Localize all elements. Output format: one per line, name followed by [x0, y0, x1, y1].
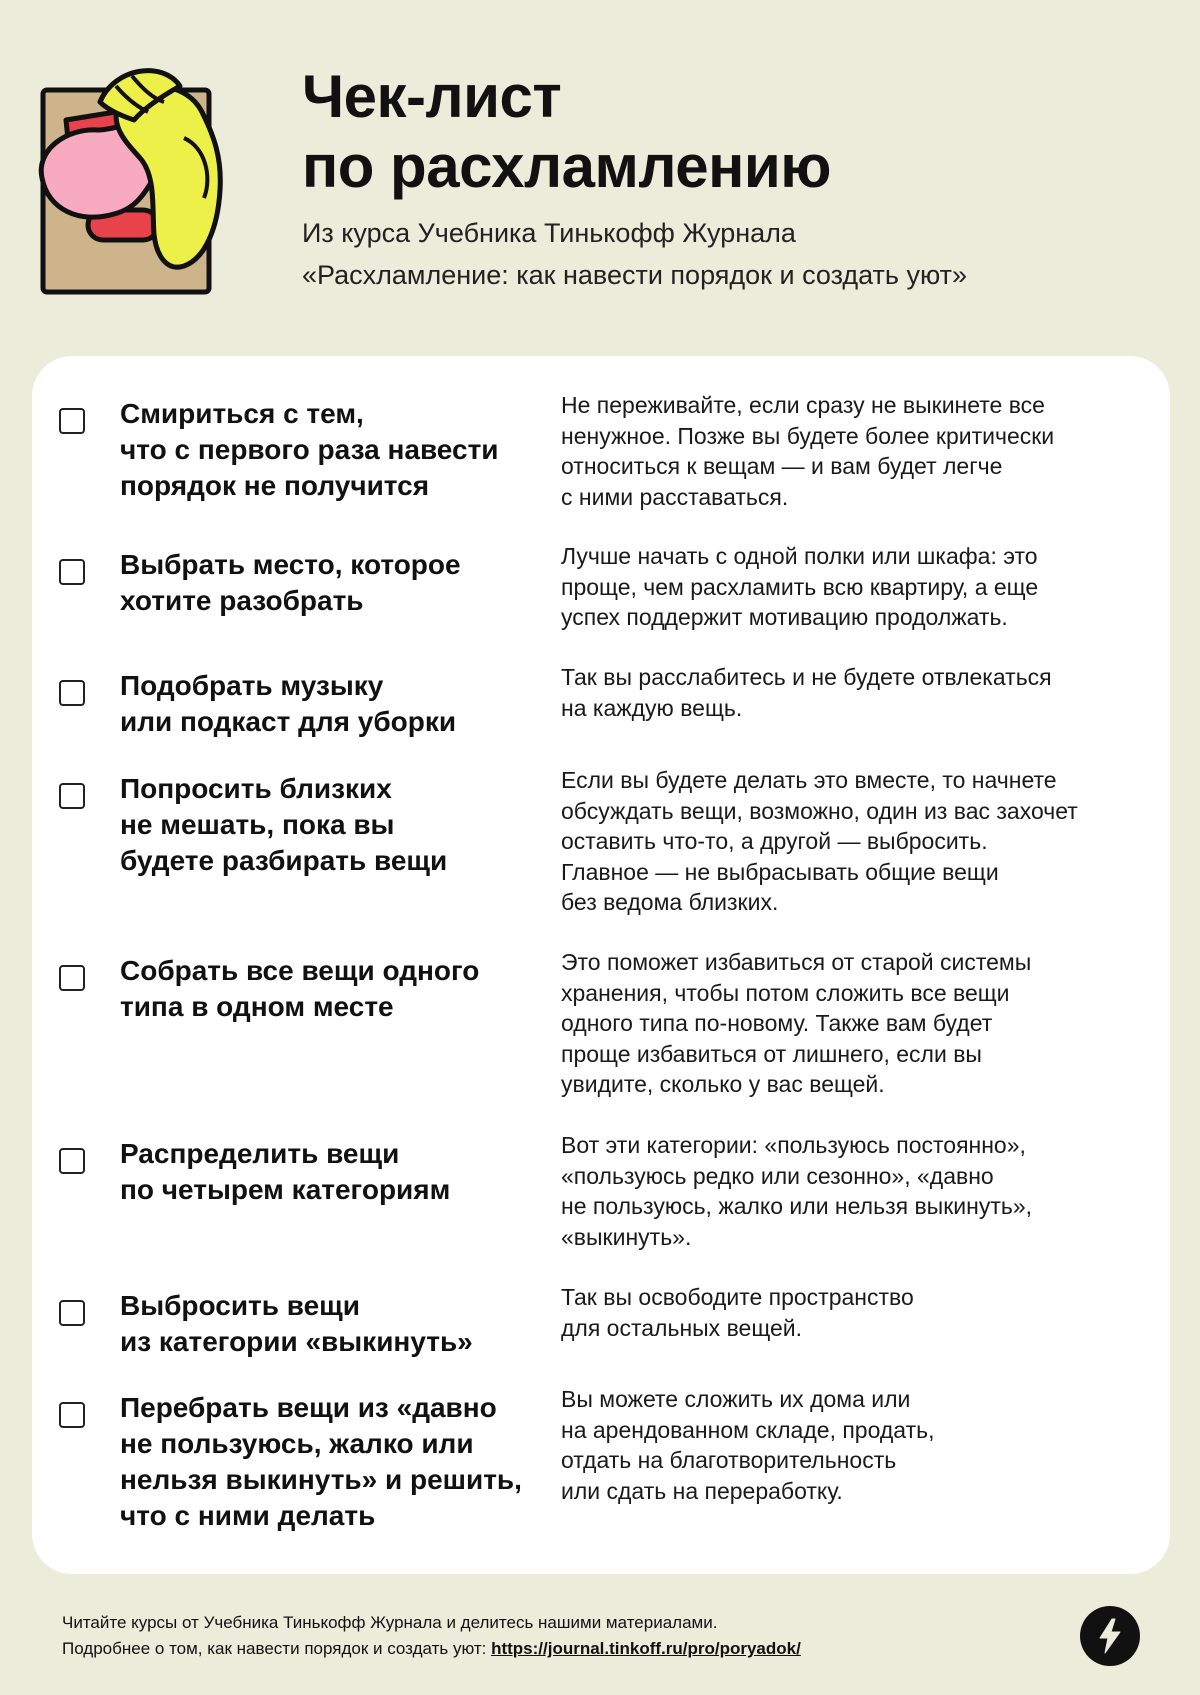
page-subtitle [302, 212, 967, 296]
task-label: Попросить близких не мешать, пока вы будете разбирать вещи [120, 773, 448, 876]
task-label: Распределить вещи по четырем категориям [120, 1138, 451, 1205]
task-description: Не переживайте, если сразу не выкинете все ненужное. Позже вы будете более критически относиться к вещам — и вам будет легче с ними расставаться. [561, 392, 1055, 510]
lightning-logo-icon[interactable] [1080, 1606, 1140, 1666]
checkbox[interactable] [59, 1402, 85, 1428]
task-label: Перебрать вещи из «давно не пользуюсь, жалко или нельзя выкинуть» и решить, что с ними делать [120, 1392, 522, 1531]
footer-link[interactable]: https://journal.tinkoff.ru/pro/poryadok/ [491, 1639, 801, 1658]
subtitle-line-1: Из курса Учебника Тинькофф Журнала [302, 218, 796, 248]
task-label: Выбрать место, которое хотите разобрать [120, 549, 461, 616]
task-description: Это поможет избавиться от старой системы хранения, чтобы потом сложить все вещи одного типа по-новому. Также вам будет проще избавиться от лишнего, если вы увидите, сколько у вас вещей. [561, 949, 1032, 1097]
checkbox[interactable] [59, 680, 85, 706]
task-label: Собрать все вещи одного типа в одном месте [120, 955, 480, 1022]
task-label: Выбросить вещи из категории «выкинуть» [120, 1290, 473, 1357]
checkbox[interactable] [59, 783, 85, 809]
footer-line-1: Читайте курсы от Учебника Тинькофф Журнала и делитесь нашими материалами. [62, 1613, 718, 1632]
footer [62, 1610, 801, 1662]
checkbox[interactable] [59, 559, 85, 585]
checkbox[interactable] [59, 1148, 85, 1174]
box-with-clothes-illustration [36, 58, 246, 298]
task-description: Так вы расслабитесь и не будете отвлекаться на каждую вещь. [561, 664, 1052, 721]
page-title [302, 62, 831, 202]
task-description: Если вы будете делать это вместе, то начнете обсуждать вещи, возможно, один из вас захочет оставить что-то, а другой — выбросить. Главное — не выбрасывать общие вещи без ведома близких. [561, 767, 1078, 915]
task-description: Вы можете сложить их дома или на арендованном складе, продать, отдать на благотворительность или сдать на переработку. [561, 1386, 935, 1504]
footer-line-2 [62, 1636, 801, 1662]
checkbox[interactable] [59, 965, 85, 991]
task-description: Так вы освободите пространство для остальных вещей. [561, 1284, 914, 1341]
checkbox[interactable] [59, 408, 85, 434]
task-label: Смириться с тем, что с первого раза навести порядок не получится [120, 398, 499, 501]
title-line-1: Чек-лист [302, 63, 562, 130]
subtitle-line-2: «Расхламление: как навести порядок и создать уют» [302, 260, 968, 290]
task-description: Лучше начать с одной полки или шкафа: это проще, чем расхламить всю квартиру, а еще успех поддержит мотивацию продолжать. [561, 543, 1039, 630]
task-description: Вот эти категории: «пользуюсь постоянно», «пользуюсь редко или сезонно», «давно не пользуюсь, жалко или нельзя выкинуть», «выкинуть». [561, 1132, 1033, 1250]
task-label: Подобрать музыку или подкаст для уборки [120, 670, 457, 737]
footer-text: Подробнее о том, как навести порядок и создать уют: [62, 1639, 492, 1658]
checklist-card [32, 356, 1170, 1574]
checkbox[interactable] [59, 1300, 85, 1326]
title-line-2: по расхламлению [302, 133, 831, 200]
